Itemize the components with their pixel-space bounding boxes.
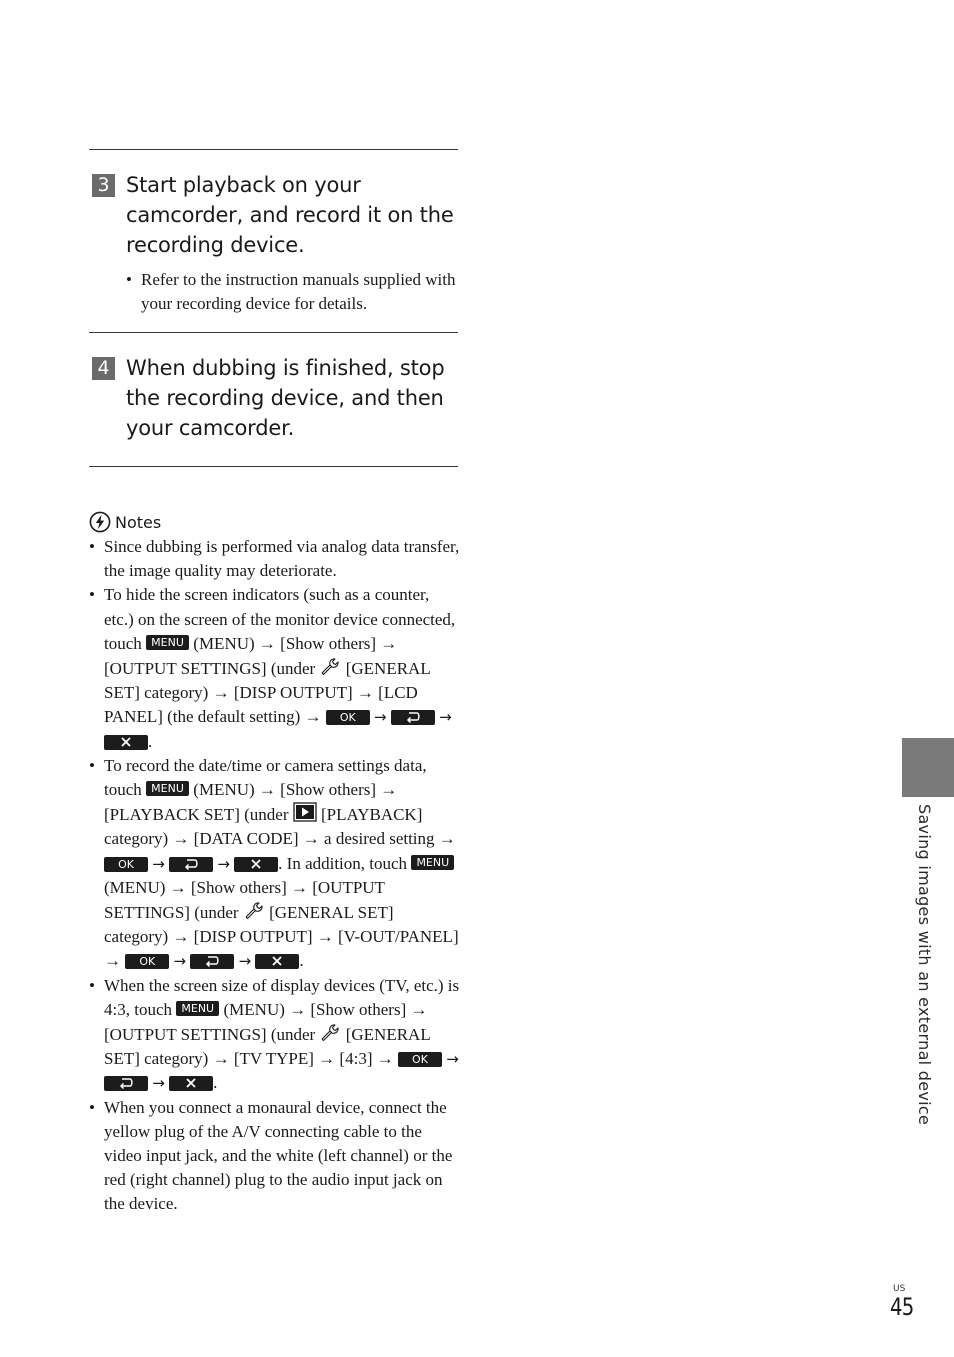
menu-button-icon: MENU [176,1001,219,1016]
note-text: . In addition, touch [278,853,408,873]
note-text: [GENERAL SET] category) → [DISP OUTPUT] → [V-OUT/PANEL] → [104,903,459,971]
arrow-icon: → [152,854,165,873]
menu-button-icon: MENU [146,635,189,650]
page-region-code: US [893,1284,906,1294]
step-bullet-text: Refer to the instruction manuals supplied with your recording device for details. [141,270,456,313]
wrench-icon [243,900,265,920]
note-text: (MENU) → [Show others] → [OUTPUT SETTINGS] (under [104,633,398,679]
step-number: 4 [92,357,115,380]
note-text: When the screen size of display devices (TV, etc.) is 4:3, touch [104,975,460,1019]
menu-button-icon: MENU [146,781,189,796]
ok-button-icon: OK [398,1052,442,1067]
ok-button-icon: OK [104,857,148,872]
note-text: When you connect a monaural device, connect the yellow plug of the A/V connecting cable to the video input jack, and the white (left channel) or the red (right channel) plug to the audio input jack on the device. [104,1097,453,1214]
step-title: When dubbing is finished, stop the recording device, and then your camcorder. [126,356,445,440]
step-bullet [126,268,458,316]
bullet-dot: • [126,270,132,289]
note-text: Since dubbing is performed via analog data transfer, the image quality may deteriorate. [104,537,460,581]
note-text: [GENERAL SET] category) → [TV TYPE] → [4:3] → [104,1025,431,1069]
top-rule [89,149,458,150]
back-button-icon [169,857,213,872]
notes-heading [89,511,161,535]
bullet-dot: • [89,975,95,995]
bullet-dot: • [89,537,95,556]
close-button-icon [104,735,148,750]
ok-button-icon: OK [125,954,169,969]
bottom-rule [89,466,458,467]
note-text: (MENU) → [Show others] → [OUTPUT SETTINGS] (under [104,877,385,923]
arrow-icon: → [238,952,252,971]
arrow-icon: → [217,854,230,873]
step-title: Start playback on your camcorder, and record it on the recording device. [126,173,454,257]
arrow-icon: → [374,708,387,727]
bullet-dot: • [89,585,95,605]
arrow-icon: → [173,952,187,971]
bullet-dot: • [89,1097,95,1117]
step-number: 3 [92,174,115,197]
note-text: To record the date/time or camera settings data, touch [104,755,427,800]
step-3 [89,170,458,316]
notes-heading-text: Notes [115,513,162,532]
ok-button-icon: OK [326,710,370,725]
note-text: (MENU) → [Show others] → [PLAYBACK SET] (under [104,780,398,825]
bullet-dot: • [89,755,95,775]
note-item: • When the screen size of display devices (TV, etc.) is 4:3, touch MENU (MENU) → [Show others] → [OUTPUT SETTINGS] (under [GENERAL SET] category) → [TV TYPE] → [4:3] → OK → → . [89,975,460,1093]
note-text: [PLAYBACK] category) → [DATA CODE] → a desired setting → [104,805,456,849]
side-tab-label: Saving images with an external device [915,804,934,1126]
wrench-icon [319,656,341,676]
arrow-icon: → [439,708,452,727]
side-tab-marker [902,738,954,797]
playback-icon [293,802,317,822]
back-button-icon [104,1076,148,1091]
arrow-icon: → [446,1050,459,1069]
note-item [89,535,461,583]
note-item [89,1096,461,1217]
back-button-icon [391,710,435,725]
note-text: [GENERAL SET] category) → [DISP OUTPUT] → [LCD PANEL] (the default setting) → [104,659,431,727]
wrench-icon [319,1022,341,1042]
note-item: • To record the date/time or camera settings data, touch MENU (MENU) → [Show others] → [PLAYBACK SET] (under [PLAYBACK] category) → [DATA CODE] → a desired setting → OK → → . In addition, touch MENU (MENU) → [Show others] → [OUTPUT SETTINGS] (under [GENERAL SET] category) → [DISP OUTPUT] → [V-OUT/PANEL] → OK → → . [89,755,459,971]
note-item: • To hide the screen indicators (such as a counter, etc.) on the screen of the monitor device connected, touch MENU (MENU) → [Show others] → [OUTPUT SETTINGS] (under [GENERAL SET] category) → [DISP OUTPUT] → [LCD PANEL] (the default setting) → OK → → . [89,585,456,751]
step-4 [89,353,458,443]
back-button-icon [190,954,234,969]
close-button-icon [234,857,278,872]
page-number: 45 [890,1293,914,1321]
middle-rule [89,332,458,333]
close-button-icon [255,954,299,969]
arrow-icon: → [152,1074,165,1093]
notes-list [89,535,461,1217]
notes-warning-icon [89,511,111,533]
note-text: To hide the screen indicators (such as a counter, etc.) on the screen of the monitor device connected, touch [104,585,456,653]
menu-button-icon: MENU [411,855,454,870]
note-text: (MENU) → [Show others] → [OUTPUT SETTINGS] (under [104,999,428,1045]
close-button-icon [169,1076,213,1091]
